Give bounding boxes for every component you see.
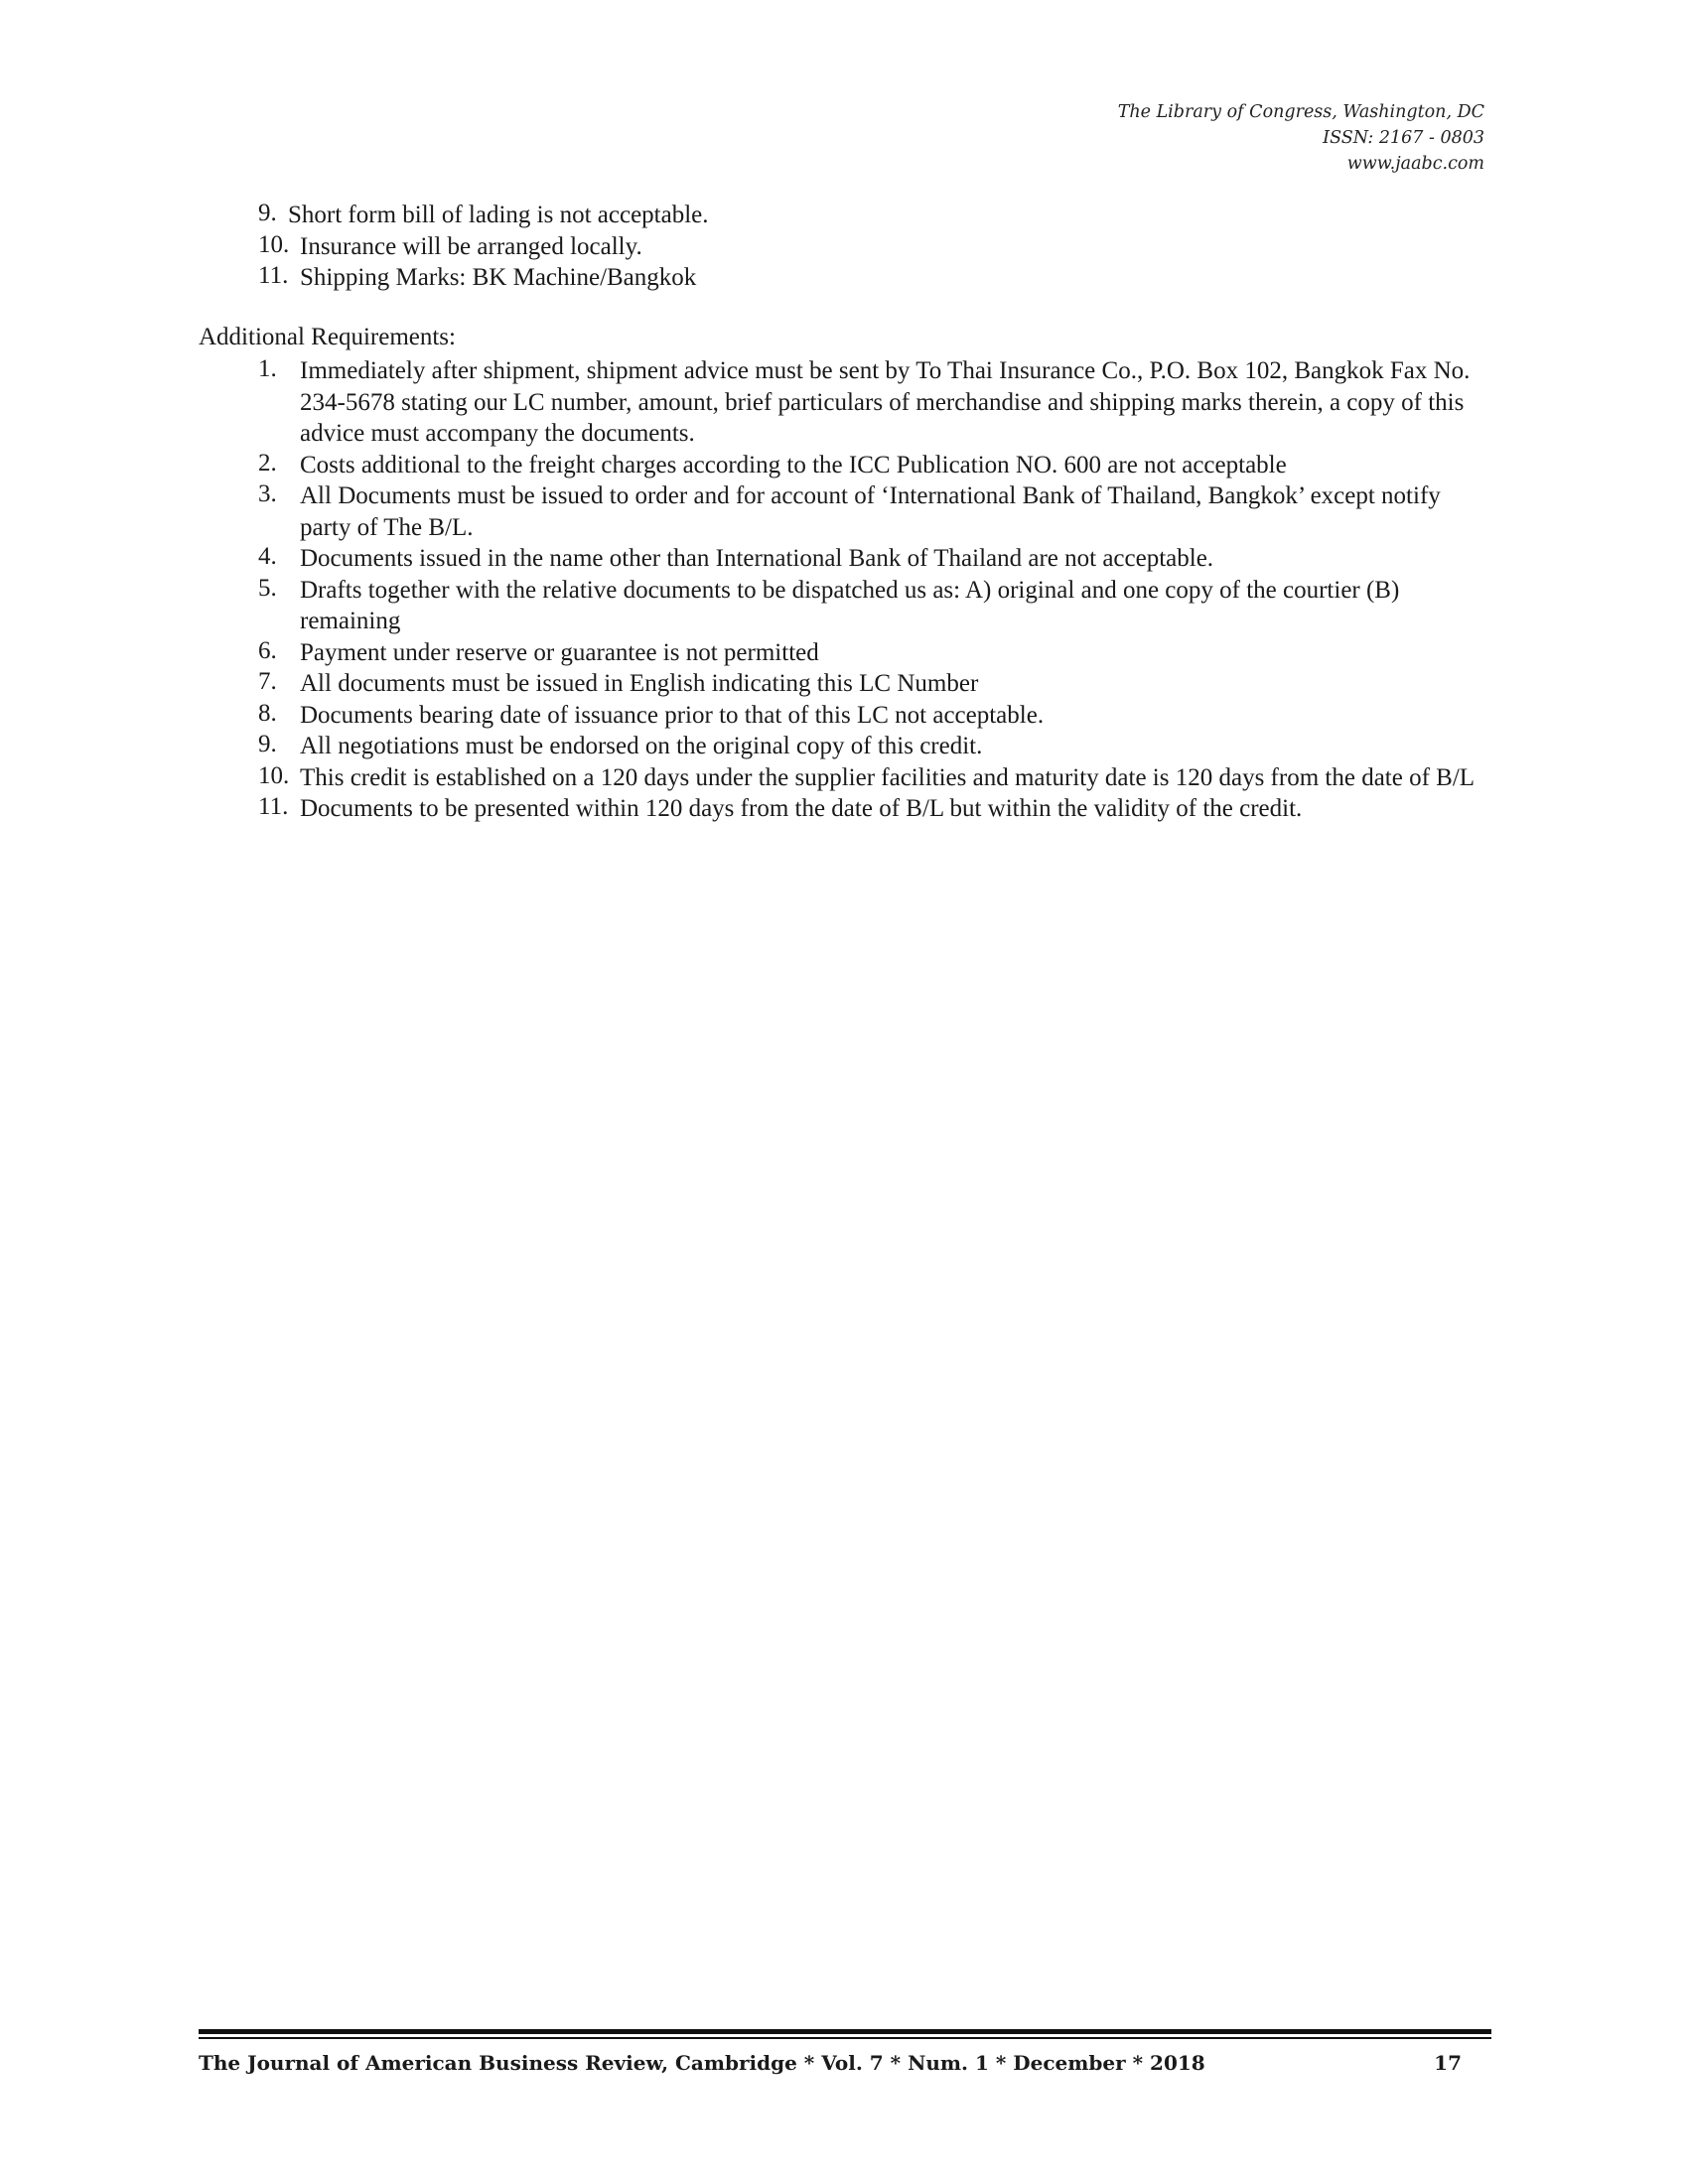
header-library: The Library of Congress, Washington, DC — [1117, 102, 1484, 122]
item-text: All Documents must be issued to order and for account of ‘International Bank of Thailand, Bangkok’ except notify party of The B/L. — [300, 482, 1441, 541]
item-text: All documents must be issued in English indicating this LC Number — [300, 670, 979, 697]
list-item — [258, 637, 1489, 669]
item-number: 7. — [258, 668, 277, 695]
item-text: Immediately after shipment, shipment advice must be sent by To Thai Insurance Co., P.O. Box 102, Bangkok Fax No. 234-5678 stating our LC number, amount, brief particulars of merchandise and shipping marks therein, a copy of this advice must accompany the documents. — [300, 357, 1471, 447]
header-issn: ISSN: 2167 - 0803 — [1323, 128, 1484, 148]
item-text: Short form bill of lading is not acceptable. — [288, 202, 709, 228]
item-text: Documents issued in the name other than International Bank of Thailand are not acceptable. — [300, 545, 1214, 572]
item-number: 10. — [258, 230, 290, 258]
conditions-list-continued — [258, 200, 1509, 294]
footer-journal-citation: The Journal of American Business Review, Cambridge * Vol. 7 * Num. 1 * December * 2018 — [199, 2051, 1205, 2075]
list-item — [258, 262, 1509, 294]
header-website: www.jaabc.com — [1346, 154, 1484, 174]
item-number: 9. — [258, 200, 277, 226]
list-item — [258, 668, 1489, 700]
list-item — [258, 731, 1489, 762]
item-number: 11. — [258, 793, 289, 820]
item-number: 10. — [258, 761, 290, 789]
list-item — [258, 793, 1489, 825]
list-item — [258, 543, 1489, 575]
item-text: Drafts together with the relative documents to be dispatched us as: A) original and one copy of the courtier (B) remaining — [300, 576, 1400, 634]
item-number: 2. — [258, 449, 277, 477]
item-text: Costs additional to the freight charges according to the ICC Publication NO. 600 are not acceptable — [300, 451, 1287, 478]
item-number: 11. — [258, 262, 289, 289]
footer-rule-thin — [199, 2037, 1491, 2039]
additional-requirements-list — [258, 355, 1489, 825]
item-number: 3. — [258, 480, 277, 507]
page-number: 17 — [1434, 2051, 1462, 2075]
item-number: 8. — [258, 699, 277, 727]
item-text: Shipping Marks: BK Machine/Bangkok — [300, 264, 697, 291]
list-item — [258, 700, 1489, 732]
list-item — [258, 762, 1489, 794]
list-item — [258, 575, 1489, 637]
list-item — [258, 200, 1509, 231]
list-item — [258, 480, 1489, 543]
list-item — [258, 450, 1489, 481]
list-item — [258, 355, 1489, 450]
item-number: 9. — [258, 731, 277, 757]
item-text: This credit is established on a 120 days under the supplier facilities and maturity date is 120 days from the date of B/L — [300, 763, 1476, 791]
item-number: 1. — [258, 355, 277, 382]
item-number: 4. — [258, 543, 277, 570]
item-number: 6. — [258, 636, 277, 664]
additional-requirements-heading: Additional Requirements: — [199, 324, 456, 350]
item-text: Documents bearing date of issuance prior to that of this LC not acceptable. — [300, 701, 1045, 729]
page-header — [1118, 99, 1484, 177]
item-text: Insurance will be arranged locally. — [300, 232, 642, 260]
footer-rule-thick — [199, 2029, 1491, 2034]
item-text: Payment under reserve or guarantee is not permitted — [300, 638, 819, 666]
item-number: 5. — [258, 574, 277, 602]
item-text: All negotiations must be endorsed on the original copy of this credit. — [300, 733, 983, 759]
item-text: Documents to be presented within 120 days from the date of B/L but within the validity of the credit. — [300, 795, 1303, 822]
list-item — [258, 231, 1509, 263]
